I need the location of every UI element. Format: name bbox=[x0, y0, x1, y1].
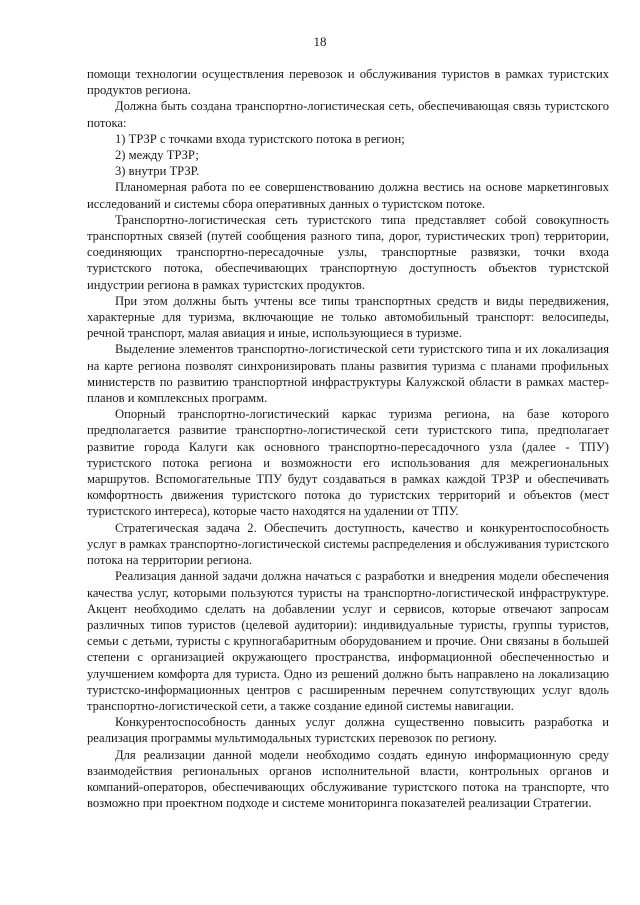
paragraph: Для реализации данной модели необходимо создать единую информационную среду взаимодействия региональных органов исполнительной власти, контрольных органов и компаний-операторов, обеспечивающих обслуживание туристского потока на транспорте, что возможно при проектном подходе и системе мониторинга показателей реализации Стратегии. bbox=[87, 747, 609, 811]
paragraph: помощи технологии осуществления перевозок и обслуживания туристов в рамках туристских продуктов региона. bbox=[87, 67, 609, 98]
list-item: 3) внутри ТРЗР. bbox=[115, 164, 200, 179]
page-number: 18 bbox=[313, 34, 327, 49]
paragraph: Выделение элементов транспортно-логистической сети туристского типа и их локализация на карте региона позволят синхронизировать планы развития туризма с планами профильных министерств по развитию транспортной инфраструктуры Калужской области в рамках мастер-планов и комплексных программ. bbox=[87, 342, 609, 406]
strategic-task-heading: Стратегическая задача 2. Обеспечить доступность, качество и конкурентоспособность услуг в рамках транспортно-логистической системы распределения и обслуживания туристского потока на территории региона. bbox=[87, 520, 609, 568]
list-item: 1) ТРЗР с точками входа туристского потока в регион; bbox=[115, 131, 405, 146]
document-body bbox=[87, 66, 609, 811]
paragraph: Конкурентоспособность данных услуг должна существенно повысить разработка и реализация программы мультимодальных туристских перевозок по региону. bbox=[87, 715, 609, 746]
paragraph: При этом должны быть учтены все типы транспортных средств и виды передвижения, характерные для туризма, включающие не только автомобильный транспорт: велосипеды, речной транспорт, малая авиация и иные, использующиеся в туризме. bbox=[87, 293, 609, 341]
paragraph: Должна быть создана транспортно-логистическая сеть, обеспечивающая связь туристского потока: bbox=[87, 99, 609, 130]
paragraph: Опорный транспортно-логистический каркас туризма региона, на базе которого предполагается развитие транспортно-логистической сети туристского типа, предполагает развитие города Калуги как основного транспортно-пересадочного узла (далее - ТПУ) туристского потока региона и возможности его использования для межрегиональных маршрутов. Вспомогательные ТПУ будут создаваться в рамках каждой ТРЗР и обеспечивать комфортность движения туристского потока до туристских территорий и объектов (мест туристского интереса), которые часто находятся на удалении от ТПУ. bbox=[87, 407, 609, 519]
paragraph: Планомерная работа по ее совершенствованию должна вестись на основе маркетинговых исследований и системы сбора оперативных данных о туристском потоке. bbox=[87, 180, 609, 211]
list-item: 2) между ТРЗР; bbox=[115, 148, 199, 163]
paragraph: Реализация данной задачи должна начаться с разработки и внедрения модели обеспечения качества услуг, которыми пользуются туристы на транспортно-логистической инфраструктуре. Акцент необходимо сделать на добавлении услуг и сервисов, которые отвечают запросам различных типов туристов (целевой аудитории): индивидуальные туристы, группы туристов, семьи с детьми, туристы с крупногабаритным оборудованием и прочие. Они связаны в большей степени с организацией окружающего пространства, информационной обеспеченностью и улучшением комфорта для туриста. Одно из решений должно быть направлено на локализацию туристско-информационных центров с расширенным перечнем сопутствующих услуг вдоль транспортно-логистической сети, а также создание единой системы навигации. bbox=[87, 569, 609, 713]
paragraph: Транспортно-логистическая сеть туристского типа представляет собой совокупность транспортных связей (путей сообщения разного типа, дорог, туристических троп) территории, соединяющих транспортно-пересадочные узлы, транспортные развязки, точки входа туристского потока, обеспечивающих транспортную доступность объектов туристской индустрии региона в рамках туристских продуктов. bbox=[87, 212, 609, 292]
